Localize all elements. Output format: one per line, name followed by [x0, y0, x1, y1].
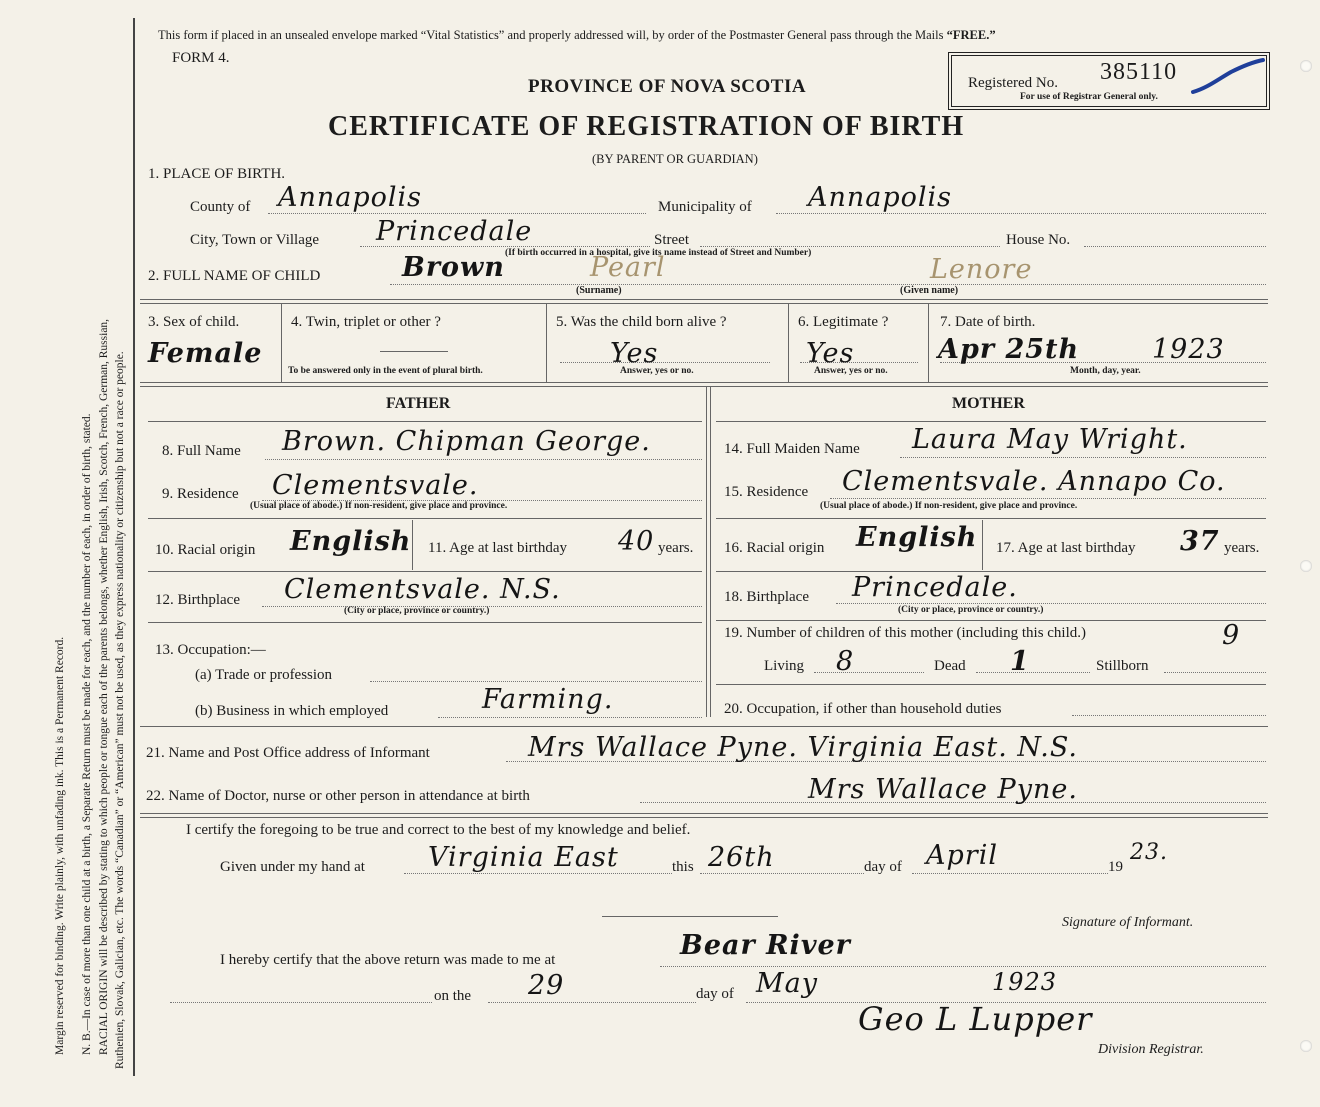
mother-occupation-label: 20. Occupation, if other than household duties [724, 701, 1002, 717]
mother-birthplace-line [836, 603, 1266, 604]
father-age-value: 40 [618, 526, 655, 557]
child-given-name-2: Lenore [930, 254, 1033, 285]
informant-value: Mrs Wallace Pyne. Virginia East. N.S. [528, 732, 1078, 763]
registrar-month-value: May [756, 968, 818, 999]
house-label: House No. [1006, 232, 1071, 248]
father-birthplace-label: 12. Birthplace [155, 592, 240, 608]
punch-hole [1300, 1040, 1312, 1052]
rule-g [140, 817, 1268, 818]
dead-line [976, 672, 1090, 673]
registrar-day-value: 29 [528, 970, 565, 1001]
given-year-prefix: 19 [1108, 859, 1123, 875]
sex-label: 3. Sex of child. [148, 314, 240, 330]
mother-age-label: 17. Age at last birthday [996, 540, 1136, 556]
dob-value: Apr 25th [938, 334, 1080, 365]
alive-label: 5. Was the child born alive ? [556, 314, 727, 330]
county-value: Annapolis [278, 182, 423, 213]
sex-value: Female [148, 338, 263, 369]
given-place-value: Virginia East [428, 842, 619, 873]
center-divider-a [706, 387, 707, 717]
father-occupation-label: 13. Occupation:— [155, 642, 266, 658]
registrar-signature: Geo L Lupper [858, 1000, 1093, 1038]
mother-residence-caption: (Usual place of abode.) If non-resident, give place and province. [820, 501, 1078, 511]
father-business-line [438, 717, 702, 718]
mother-name-line [900, 457, 1266, 458]
father-rule-4 [148, 622, 702, 623]
rule-f [140, 813, 1268, 814]
mail-notice [158, 28, 996, 43]
rule-b [140, 303, 1268, 304]
children-value: 9 [1222, 620, 1241, 651]
mother-birthplace-label: 18. Birthplace [724, 589, 809, 605]
father-years-label: years. [658, 540, 694, 556]
margin-rule [133, 18, 135, 1076]
father-business-label: (b) Business in which employed [195, 703, 389, 719]
punch-hole [1300, 560, 1312, 572]
mother-occupation-line [1072, 715, 1266, 716]
municipality-label: Municipality of [658, 199, 752, 215]
alive-line [560, 362, 770, 363]
alive-value: Yes [610, 338, 659, 369]
mother-residence-line [830, 498, 1266, 499]
informant-signature-line [602, 916, 778, 917]
father-residence-label: 9. Residence [162, 486, 239, 502]
mother-years-label: years. [1224, 540, 1260, 556]
mother-name-label: 14. Full Maiden Name [724, 441, 860, 457]
mother-birthplace-value: Princedale. [852, 572, 1018, 603]
municipality-value: Annapolis [808, 182, 953, 213]
registrar-certify-text: I hereby certify that the above return was made to me at [220, 952, 556, 968]
rule-c [140, 382, 1268, 383]
registrar-use-note: For use of Registrar General only. [1020, 92, 1158, 102]
mother-race-divider [982, 520, 983, 570]
father-race-value: English [290, 526, 412, 557]
mother-name-value: Laura May Wright. [912, 424, 1188, 455]
given-day-of-label: day of [864, 859, 902, 875]
alive-caption: Answer, yes or no. [620, 366, 694, 376]
mother-rule-2 [716, 518, 1266, 519]
father-rule-2 [148, 518, 702, 519]
municipality-line [776, 213, 1266, 214]
street-line [700, 246, 1000, 247]
father-name-label: 8. Full Name [162, 443, 241, 459]
given-year-value: 23. [1130, 840, 1168, 865]
father-trade-label: (a) Trade or profession [195, 667, 333, 683]
legitimate-caption: Answer, yes or no. [814, 366, 888, 376]
county-line [268, 213, 646, 214]
dob-caption: Month, day, year. [1070, 366, 1141, 376]
checkmark-icon [1187, 58, 1267, 100]
twin-label: 4. Twin, triplet or other ? [291, 314, 441, 330]
children-label: 19. Number of children of this mother (including this child.) [724, 625, 1087, 641]
city-value: Princedale [376, 216, 533, 247]
given-place-line [404, 873, 672, 874]
certificate-title: CERTIFICATE OF REGISTRATION OF BIRTH [328, 111, 965, 142]
living-value: 8 [836, 646, 855, 677]
father-name-line [265, 459, 702, 460]
col-divider-1 [281, 304, 282, 382]
registrar-day-of-label: day of [696, 986, 734, 1002]
given-day-value: 26th [708, 842, 775, 873]
house-line [1084, 246, 1266, 247]
informant-label: 21. Name and Post Office address of Informant [146, 745, 430, 761]
city-label: City, Town or Village [190, 232, 320, 248]
mother-race-value: English [856, 522, 978, 553]
legitimate-value: Yes [806, 338, 855, 369]
doctor-value: Mrs Wallace Pyne. [808, 774, 1078, 805]
father-birthplace-value: Clementsvale. N.S. [284, 574, 561, 605]
dead-label: Dead [934, 658, 966, 674]
margin-note-racial-origin: RACIAL ORIGIN will be described by stating to which people or tongue each of the parents belongs, whether English, Irish, Scotch, French, German, Russian, [98, 318, 110, 1055]
child-name-line [390, 284, 1266, 285]
father-heading: FATHER [386, 395, 451, 412]
mother-residence-value: Clementsvale. Annapo Co. [842, 466, 1226, 497]
child-name-label: 2. FULL NAME OF CHILD [148, 268, 321, 284]
certify-text: I certify the foregoing to be true and correct to the best of my knowledge and belief. [186, 822, 691, 838]
registration-box [951, 55, 1267, 107]
child-surname: Brown [402, 252, 505, 283]
surname-caption: (Surname) [576, 285, 622, 296]
registrar-on-label: on the [434, 988, 472, 1004]
living-line [814, 672, 924, 673]
father-business-value: Farming. [482, 684, 614, 715]
father-birthplace-caption: (City or place, province or country.) [344, 606, 490, 616]
mail-notice-text: This form if placed in an unsealed envelope marked “Vital Statistics” and properly addressed will, by order of the Postmaster General pass through the Mails [158, 28, 944, 42]
rule-d [140, 386, 1268, 387]
center-divider-b [710, 387, 711, 717]
given-under-label: Given under my hand at [220, 859, 365, 875]
province-heading: PROVINCE OF NOVA SCOTIA [528, 76, 807, 97]
father-residence-caption: (Usual place of abode.) If non-resident, give place and province. [250, 501, 508, 511]
this-label: this [672, 859, 694, 875]
col-divider-4 [928, 304, 929, 382]
given-month-value: April [926, 840, 998, 871]
father-name-value: Brown. Chipman George. [282, 426, 651, 457]
form-number: FORM 4. [172, 50, 230, 66]
child-given-name-1: Pearl [590, 252, 666, 283]
mother-heading: MOTHER [952, 395, 1025, 412]
punch-hole [1300, 60, 1312, 72]
mother-birthplace-caption: (City or place, province or country.) [898, 605, 1044, 615]
place-of-birth-label: 1. PLACE OF BIRTH. [148, 166, 286, 182]
rule-e [140, 726, 1268, 727]
registrar-place-line [660, 966, 1266, 967]
mother-age-value: 37 [1180, 526, 1220, 557]
doctor-label: 22. Name of Doctor, nurse or other person in attendance at birth [146, 788, 530, 804]
hospital-note: (If birth occurred in a hospital, give its name instead of Street and Number) [505, 248, 812, 258]
dead-value: 1 [1010, 646, 1030, 677]
street-label: Street [654, 232, 689, 248]
stillborn-line [1164, 672, 1266, 673]
father-trade-line [370, 681, 702, 682]
registered-label: Registered No. [968, 75, 1058, 91]
registrar-pre-line [170, 1002, 432, 1003]
registrar-year-value: 1923 [992, 968, 1058, 996]
rule-a [140, 299, 1268, 300]
father-rule-1 [148, 421, 702, 422]
twin-dash [380, 351, 448, 352]
margin-note-racial-origin-2: Ruthenien, Slovak, Galician, etc. The words “Canadian” or “American” must not be used, as they express nationality or citizenship but not a race or people. [114, 351, 126, 1069]
father-rule-3 [148, 571, 702, 572]
given-month-line [912, 873, 1108, 874]
mother-rule-4 [716, 620, 1266, 621]
certificate-subtitle: (BY PARENT OR GUARDIAN) [592, 152, 758, 166]
registrar-place-value: Bear River [680, 930, 851, 961]
county-label: County of [190, 199, 251, 215]
father-residence-value: Clementsvale. [272, 470, 479, 501]
dob-year: 1923 [1152, 334, 1225, 365]
stillborn-label: Stillborn [1096, 658, 1149, 674]
twin-note: To be answered only in the event of plural birth. [288, 366, 483, 376]
informant-signature-label: Signature of Informant. [1062, 915, 1194, 930]
registered-number: 385110 [1100, 59, 1178, 85]
mother-race-label: 16. Racial origin [724, 540, 825, 556]
mother-residence-label: 15. Residence [724, 484, 809, 500]
col-divider-3 [788, 304, 789, 382]
dob-label: 7. Date of birth. [940, 314, 1036, 330]
living-label: Living [764, 658, 804, 674]
given-day-line [700, 873, 864, 874]
father-race-label: 10. Racial origin [155, 542, 256, 558]
registrar-signature-label: Division Registrar. [1098, 1042, 1204, 1057]
registrar-day-line [488, 1002, 696, 1003]
mother-rule-1 [716, 421, 1266, 422]
col-divider-2 [546, 304, 547, 382]
margin-note-plural-birth: N. B.—In case of more than one child at a birth, a Separate Return must be made for each, and the number of each, in order of birth, stated. [81, 413, 93, 1055]
margin-note-binding: Margin reserved for binding. Write plainly, with unfading ink. This is a Permanent Record. [54, 636, 66, 1055]
mother-rule-5 [716, 684, 1266, 685]
given-name-caption: (Given name) [900, 285, 959, 296]
mail-free-text: “FREE.” [946, 28, 996, 42]
legitimate-label: 6. Legitimate ? [798, 314, 889, 330]
father-race-divider [412, 520, 413, 570]
father-age-label: 11. Age at last birthday [428, 540, 567, 556]
